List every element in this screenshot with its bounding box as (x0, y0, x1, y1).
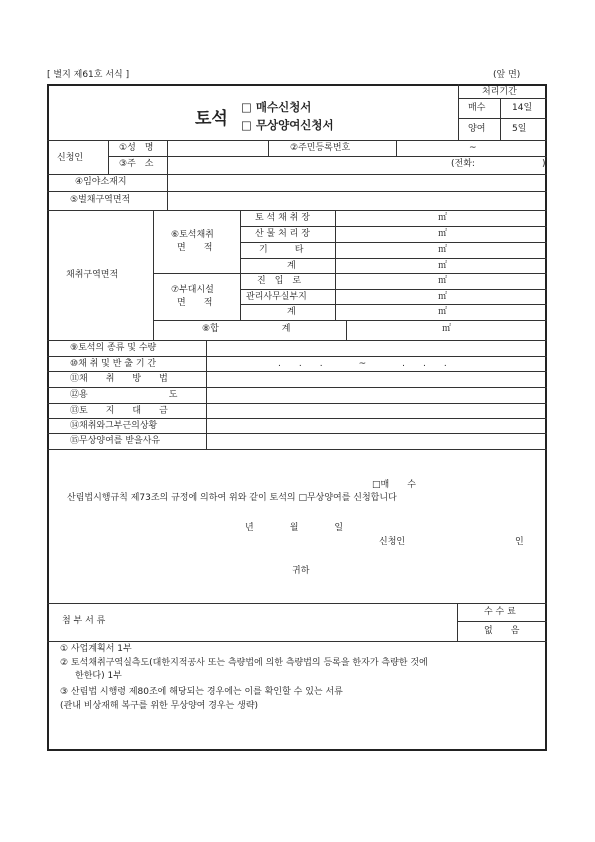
rule (457, 621, 547, 622)
purchase-application-option[interactable]: □ 매수신청서 (241, 100, 312, 114)
rule (206, 340, 207, 449)
rule (108, 140, 109, 174)
processing-type: 양여 (468, 124, 486, 134)
stone-type-quantity-label: ⑨토석의 종류 및 수량 (70, 343, 157, 353)
processing-period-label: 처리기간 (482, 87, 517, 97)
attachment-item: ② 토석채취구역실측도(대한지적공사 또는 측량법에 의한 측량법의 등록을 한자가 측량한 것에 (60, 658, 428, 668)
facility-item: 진 입 로 (257, 276, 302, 286)
logging-area-label: ⑤벌채구역면적 (70, 195, 131, 205)
total-label: ⑧합 계 (202, 324, 291, 334)
rule (240, 226, 547, 227)
declaration-text: 산림법시행규칙 제73조의 규정에 의하여 위와 같이 토석의 □무상양여를 신청합니다 (67, 493, 397, 503)
rule (458, 84, 459, 140)
rule (47, 418, 547, 419)
facility-item: 계 (287, 307, 296, 317)
rule (240, 289, 547, 290)
resident-number-label: ②주민등록번호 (290, 143, 351, 153)
forest-location-label: ④임야소재지 (75, 177, 127, 187)
rule (47, 356, 547, 357)
processing-days: 14일 (512, 103, 533, 113)
unit-label: ㎡ (438, 292, 448, 302)
stone-item: 기 타 (259, 245, 304, 255)
unit-label: ㎡ (438, 307, 448, 317)
rule (240, 258, 547, 259)
rule (47, 433, 547, 434)
address-label: ③주 소 (119, 159, 154, 169)
land-price-label: ⑬토 지 대 금 (70, 406, 168, 416)
rule (47, 403, 547, 404)
unit-label: ㎡ (438, 276, 448, 286)
page-side-label: (앞 면) (493, 70, 521, 80)
rule (47, 340, 547, 341)
unit-label: ㎡ (438, 213, 448, 223)
attachment-item: (관내 비상재해 복구를 위한 무상양여 경우는 생략) (60, 701, 259, 711)
signer-label: 신청인 (379, 537, 406, 547)
facility-area-label: ⑦부대시설 (171, 285, 214, 295)
site-condition-label: ⑭채취와그부근의상황 (70, 421, 158, 431)
name-label: ①성 명 (119, 143, 154, 153)
rule (47, 191, 547, 192)
stone-item: 토 석 채 취 장 (255, 213, 310, 223)
rule (458, 118, 547, 119)
rule (458, 98, 547, 99)
rule (167, 140, 168, 174)
free-transfer-reason-label: ⑮무상양여를 받을사유 (70, 436, 161, 446)
attachments-label: 첨 부 서 류 (62, 616, 106, 626)
applicant-label: 신청인 (57, 153, 84, 163)
rule (47, 174, 547, 175)
rule (47, 641, 547, 642)
fee-label: 수 수 료 (484, 607, 516, 617)
rule (153, 210, 154, 340)
rule (240, 210, 241, 320)
phone-label: (전화: (451, 159, 475, 169)
usage-label: ⑫용 도 (70, 390, 178, 400)
rule (500, 98, 501, 140)
rule (47, 603, 547, 604)
stone-area-label-2: 면 적 (177, 243, 213, 253)
rule (335, 210, 336, 320)
rule (268, 140, 269, 156)
rule (47, 140, 547, 141)
recipient-suffix: 귀하 (292, 566, 310, 576)
stone-area-label: ⑥토석채취 (171, 230, 214, 240)
attachment-item: ③ 산림법 시행령 제80조에 해당되는 경우에는 이를 확인할 수 있는 서류 (60, 687, 343, 697)
fee-value: 없 음 (484, 626, 520, 636)
unit-label: ㎡ (438, 261, 448, 271)
rule (47, 371, 547, 372)
form-number: [ 별지 제61호 서식 ] (47, 70, 130, 80)
phone-close: ) (542, 159, 546, 169)
stone-item: 계 (287, 261, 296, 271)
rule (167, 174, 168, 210)
rule (396, 140, 397, 156)
extraction-method-label: ⑪채 취 방 법 (70, 374, 168, 384)
attachment-item: ① 사업계획서 1부 (60, 644, 132, 654)
resident-number-separator: ~ (469, 143, 477, 153)
free-transfer-application-option[interactable]: □ 무상양여신청서 (241, 118, 334, 132)
facility-item: 관리사무실부지 (246, 292, 307, 302)
rule (153, 273, 547, 274)
rule (240, 304, 547, 305)
form-title: 토석 (195, 109, 228, 129)
rule (240, 242, 547, 243)
extraction-period-label: ⑩채 취 및 반 출 기 간 (70, 359, 157, 369)
rule (346, 320, 347, 340)
rule (153, 320, 547, 321)
extraction-area-label: 채취구역면적 (66, 270, 119, 280)
purchase-option[interactable]: □매 수 (372, 480, 416, 490)
extraction-period-value: . . . ~ . . . (278, 359, 447, 369)
processing-type: 매수 (468, 103, 486, 113)
facility-area-label-2: 면 적 (177, 298, 213, 308)
unit-label: ㎡ (438, 245, 448, 255)
rule (457, 603, 458, 641)
stone-item: 산 물 처 리 장 (255, 229, 310, 239)
rule (108, 156, 547, 157)
date-line: 년 월 일 (245, 523, 344, 533)
rule (47, 387, 547, 388)
unit-label: ㎡ (442, 324, 452, 334)
seal-mark: 인 (515, 537, 524, 547)
processing-days: 5일 (512, 124, 527, 134)
attachment-item: 한한다) 1부 (75, 671, 122, 681)
rule (47, 449, 547, 450)
rule (47, 210, 547, 211)
unit-label: ㎡ (438, 229, 448, 239)
